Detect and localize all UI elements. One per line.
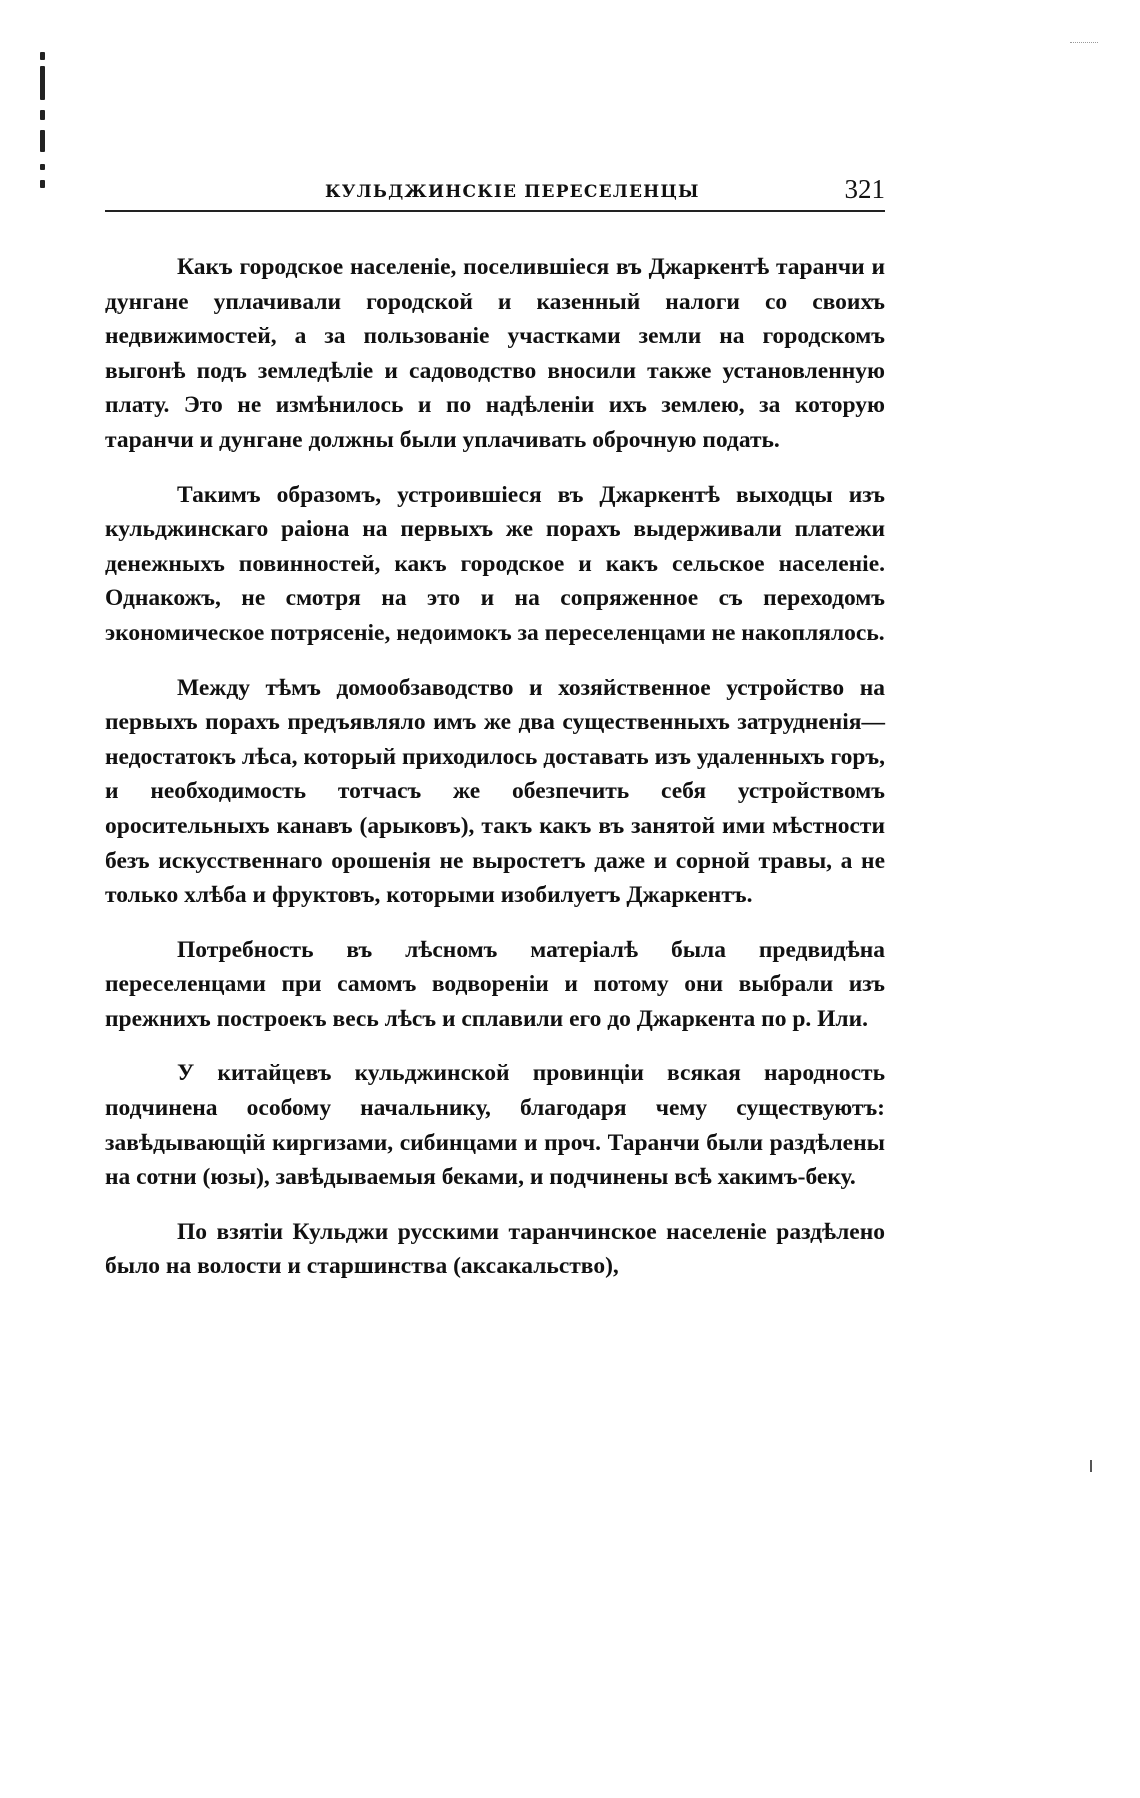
paragraph: Такимъ образомъ, устроившіеся въ Джаркентѣ выходцы изъ кульджинскаго раіона на первыхъ же порахъ выдерживали платежи денежныхъ повинностей, какъ городское и какъ сельское населеніе. Однакожъ, не смотря на это и на сопряженное съ переходомъ экономическое потрясеніе, недоимокъ за переселенцами не накоплялось.	[105, 481, 885, 646]
running-title: КУЛЬДЖИНСКІЕ ПЕРЕСЕЛЕНЦЫ	[325, 182, 700, 202]
paragraph: Потребность въ лѣсномъ матеріалѣ была предвидѣна переселенцами при самомъ водвореніи и потому они выбрали изъ прежнихъ построекъ весь лѣсъ и сплавили его до Джаркента по р. Или.	[105, 936, 885, 1032]
scan-edge-mark	[40, 52, 46, 202]
scan-corner-dots	[1070, 42, 1098, 45]
body-text	[105, 250, 885, 1284]
paragraph: По взятіи Кульджи русскими таранчинское населеніе раздѣлено было на волости и старшинства (аксакальство),	[105, 1218, 885, 1280]
paragraph: У китайцевъ кульджинской провинціи всякая народность подчинена особому начальнику, благодаря чему существуютъ: завѣдывающій киргизами, сибинцами и проч. Таранчи были раздѣлены на сотни (юзы), завѣдываемыя беками, и подчинены всѣ хакимъ-беку.	[105, 1060, 885, 1191]
page-number: 321	[844, 174, 885, 204]
page-header	[105, 172, 885, 212]
paragraph: Какъ городское населеніе, поселившіеся въ Джаркентѣ таранчи и дунгане уплачивали городской и казенный налоги со своихъ недвижимостей, а за пользованіе участками земли на городскомъ выгонѣ подъ земледѣліе и садоводство вносили также установленную плату. Это не измѣнилось и по надѣленіи ихъ землею, за которую таранчи и дунгане должны были уплачивать оброчную подать.	[105, 254, 885, 453]
paragraph: Между тѣмъ домообзаводство и хозяйственное устройство на первыхъ порахъ предъявляло имъ же два существенныхъ затрудненія—недостатокъ лѣса, который приходилось доставать изъ удаленныхъ горъ, и необходимость тотчасъ же обезпечить себя устройствомъ оросительныхъ канавъ (арыковъ), такъ какъ въ занятой ими мѣстности безъ искусственнаго орошенія не выростетъ даже и сорной травы, а не только хлѣба и фруктовъ, которыми изобилуетъ Джаркентъ.	[105, 674, 885, 909]
margin-tick	[1090, 1460, 1092, 1472]
